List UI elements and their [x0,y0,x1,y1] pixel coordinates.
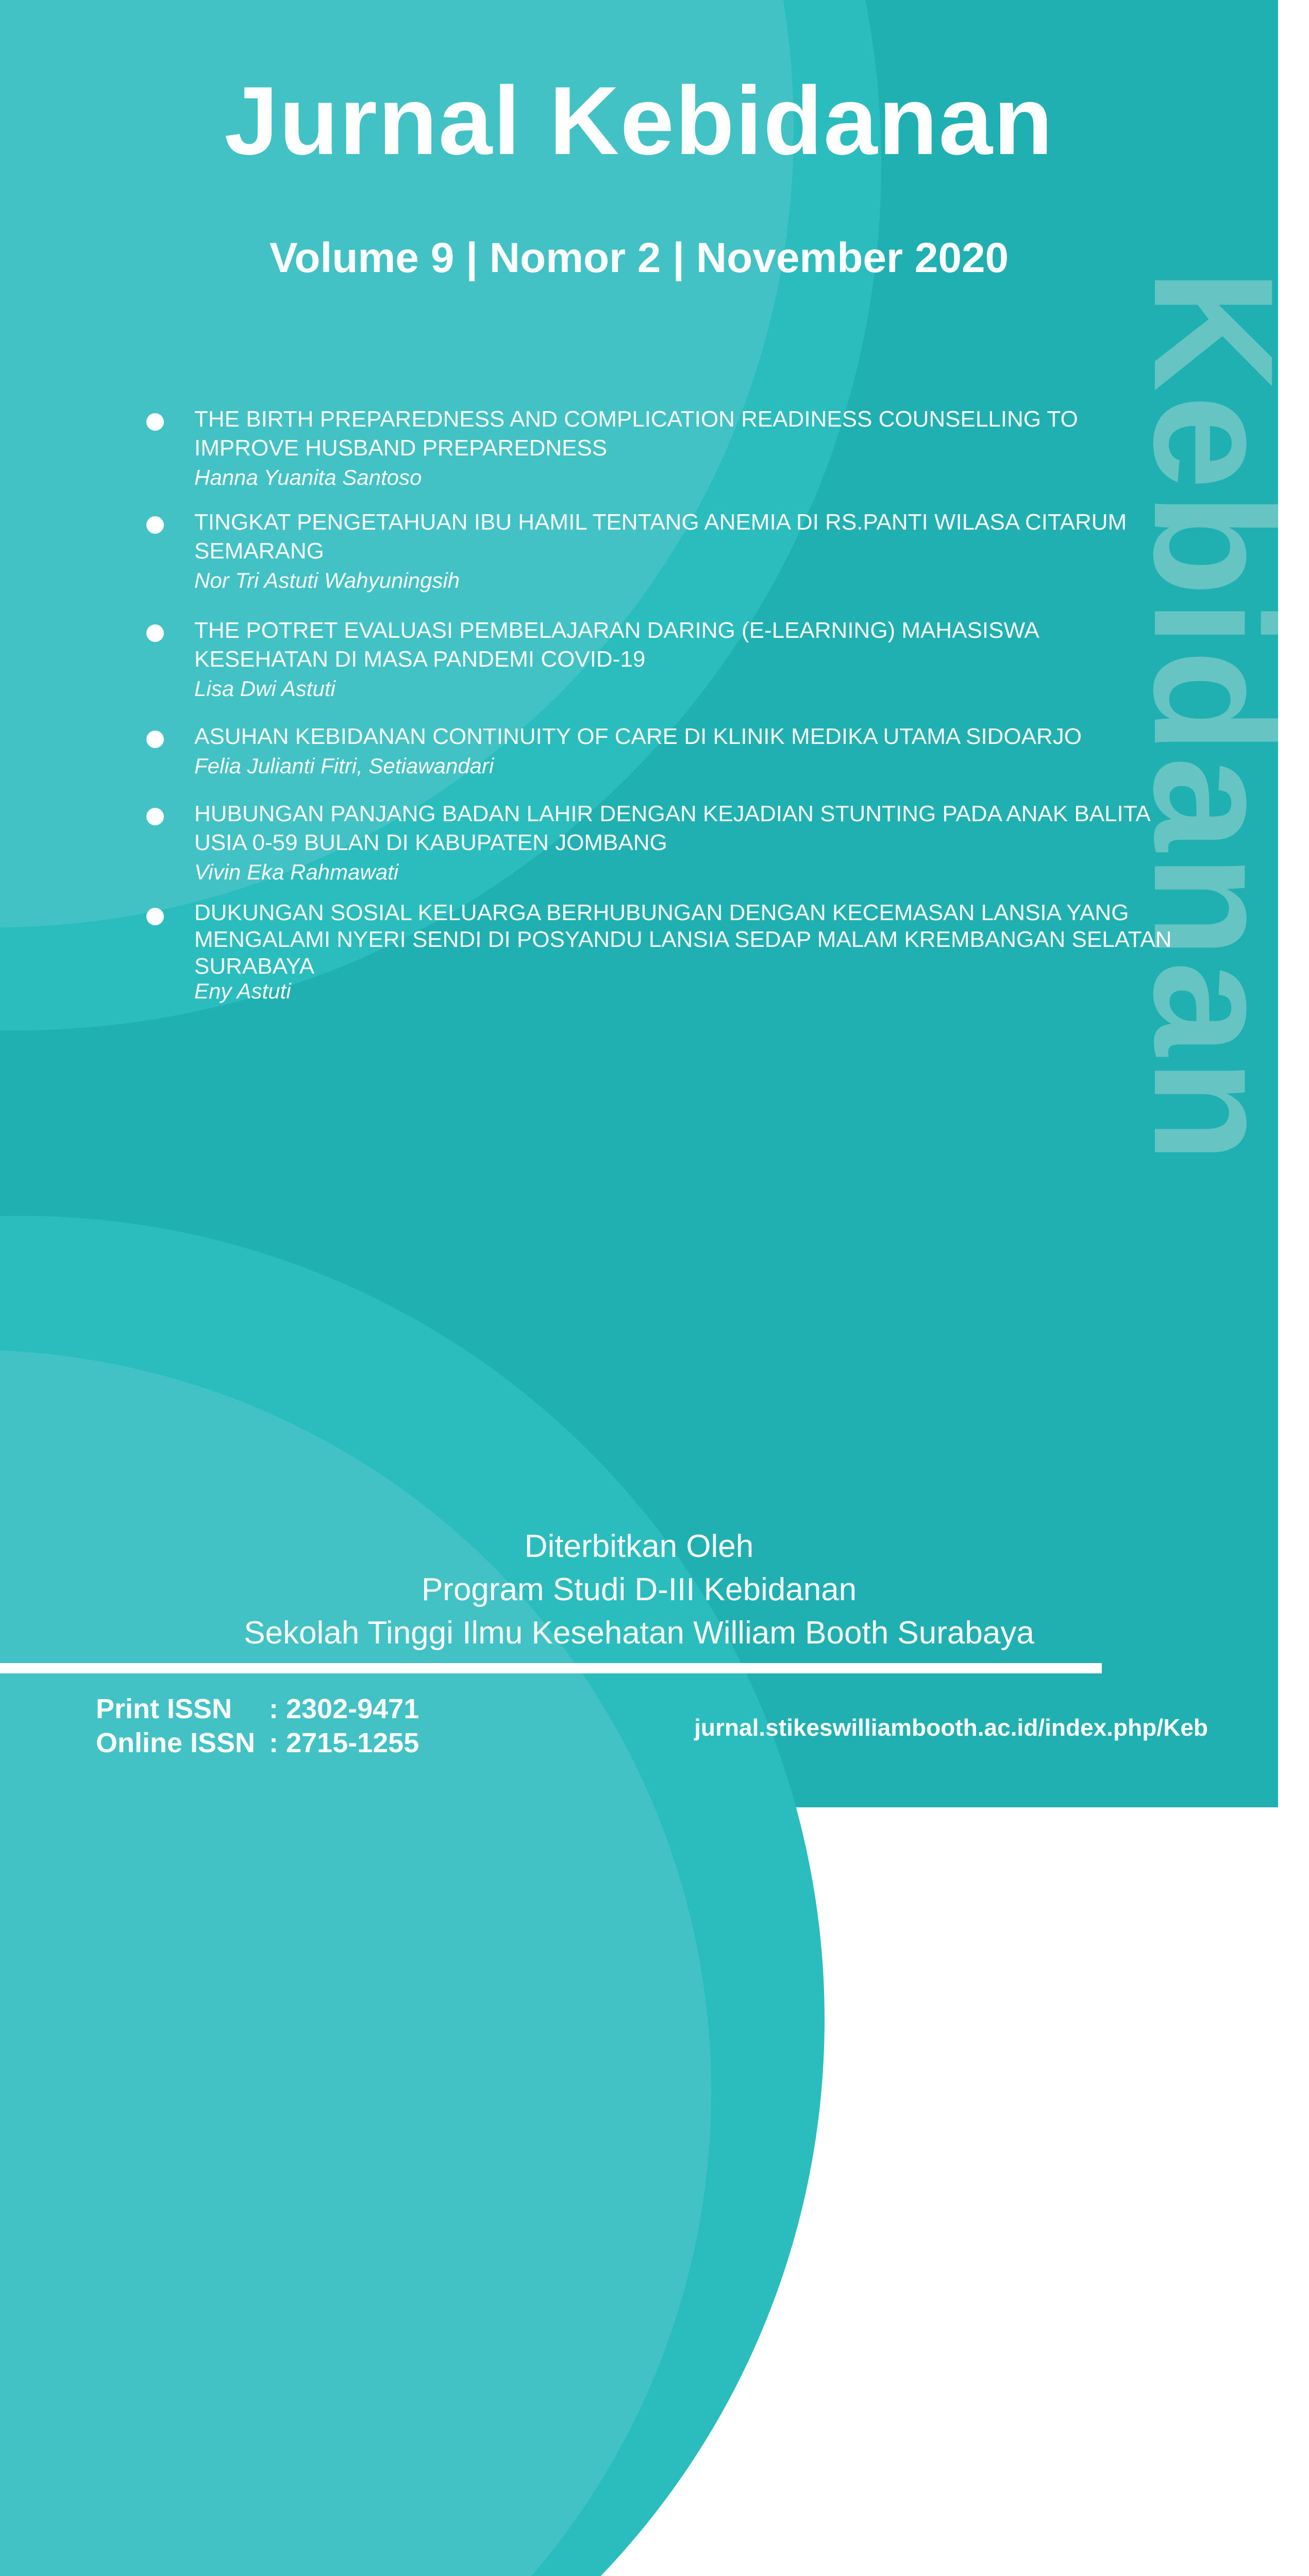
article-item [144,616,1175,704]
issue-line: Volume 9 | Nomor 2 | November 2020 [269,234,1009,281]
article-title: THE BIRTH PREPAREDNESS AND COMPLICATION READINESS COUNSELLING TO IMPROVE HUSBAND PREPAREDNESS [194,406,1078,461]
article-item [144,800,1175,887]
article-item [144,405,1175,493]
article-title: HUBUNGAN PANJANG BADAN LAHIR DENGAN KEJADIAN STUNTING PADA ANAK BALITA USIA 0-59 BULAN DI KABUPATEN JOMBANG [194,801,1150,855]
bullet-icon [146,731,164,748]
journal-url: jurnal.stikeswilliambooth.ac.id/index.php/Keb [694,1714,1208,1741]
bullet-icon [146,516,164,534]
article-author: Eny Astuti [194,979,291,1003]
publisher-block [0,1525,1278,1655]
article-list [144,405,1175,1003]
publisher-line: Sekolah Tinggi Ilmu Kesehatan William Booth Surabaya [244,1615,1034,1651]
article-item [144,722,1175,781]
divider [0,1663,1102,1673]
article-title: DUKUNGAN SOSIAL KELUARGA BERHUBUNGAN DENGAN KECEMASAN LANSIA YANG MENGALAMI NYERI SENDI DI POSYANDU LANSIA SEDAP MALAM KREMBANGAN SELATAN SURABAYA [194,900,1172,979]
article-author: Lisa Dwi Astuti [194,676,335,701]
bullet-icon [146,413,164,431]
print-issn-value: : 2302-9471 [269,1693,419,1724]
article-title: TINGKAT PENGETAHUAN IBU HAMIL TENTANG ANEMIA DI RS.PANTI WILASA CITARUM SEMARANG [194,510,1127,564]
bullet-icon [146,908,164,925]
bullet-icon [146,808,164,825]
print-issn-row [96,1692,419,1726]
article-title: ASUHAN KEBIDANAN CONTINUITY OF CARE DI KLINIK MEDIKA UTAMA SIDOARJO [194,724,1082,749]
bullet-icon [146,624,164,642]
vertical-watermark-text: Kebidanan [1119,269,1309,1166]
online-issn-label: Online ISSN [96,1727,256,1758]
article-author: Felia Julianti Fitri, Setiawandari [194,754,494,778]
online-issn-row [96,1726,419,1760]
article-item [144,900,1175,1003]
article-title: THE POTRET EVALUASI PEMBELAJARAN DARING (E-LEARNING) MAHASISWA KESEHATAN DI MASA PANDEMI COVID-19 [194,618,1038,672]
print-issn-label: Print ISSN [96,1693,232,1724]
article-author: Nor Tri Astuti Wahyuningsih [194,568,460,592]
online-issn-value: : 2715-1255 [269,1727,419,1758]
article-author: Hanna Yuanita Santoso [194,465,422,489]
issn-block [96,1692,419,1760]
decorative-top-arc [0,0,1278,358]
article-author: Vivin Eka Rahmawati [194,860,399,884]
publisher-line: Program Studi D-III Kebidanan [421,1572,857,1607]
journal-title: Jurnal Kebidanan [224,66,1054,175]
article-item [144,508,1175,596]
publisher-line: Diterbitkan Oleh [524,1529,754,1564]
